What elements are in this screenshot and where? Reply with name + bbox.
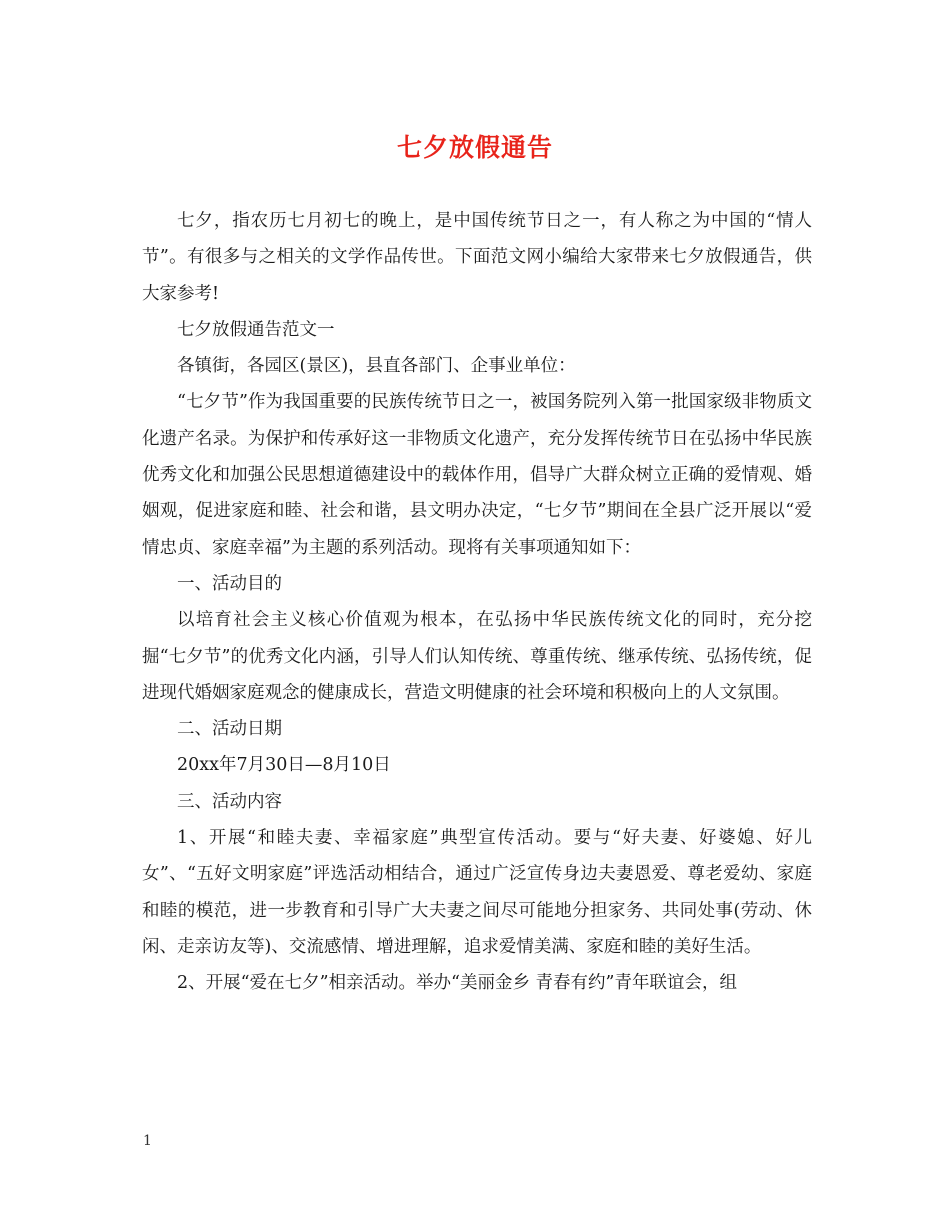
section-heading-date: 二、活动日期	[177, 719, 282, 740]
paragraph-addressee: 各镇街，各园区(景区)，县直各部门、企事业单位：	[177, 356, 576, 377]
section-heading-purpose: 一、活动目的	[177, 573, 282, 594]
section-heading-content: 三、活动内容	[177, 791, 282, 812]
paragraph-sample-heading: 七夕放假通告范文一	[177, 319, 335, 340]
paragraph-intro: 七夕，指农历七月初七的晚上，是中国传统节日之一，有人称之为中国的“情人节”。有很多与之相关的文学作品传世。下面范文网小编给大家带来七夕放假通告，供大家参考!	[142, 211, 812, 304]
page-number: 1	[143, 1133, 152, 1149]
paragraph-content-item-2: 2、开展“爱在七夕”相亲活动。举办“美丽金乡 青春有约”青年联谊会，组	[177, 973, 737, 994]
paragraph-purpose: 以培育社会主义核心价值观为根本，在弘扬中华民族传统文化的同时，充分挖掘“七夕节”的优秀文化内涵，引导人们认知传统、尊重传统、继承传统、弘扬传统，促进现代婚姻家庭观念的健康成长，营造文明健康的社会环境和积极向上的人文氛围。	[142, 610, 812, 703]
paragraph-background: “七夕节”作为我国重要的民族传统节日之一，被国务院列入第一批国家级非物质文化遗产名录。为保护和传承好这一非物质文化遗产，充分发挥传统节日在弘扬中华民族优秀文化和加强公民思想道德建设中的载体作用，倡导广大群众树立正确的爱情观、婚姻观，促进家庭和睦、社会和谐，县文明办决定，“七夕节”期间在全县广泛开展以“爱情忠贞、家庭幸福”为主题的系列活动。现将有关事项通知如下：	[142, 392, 812, 558]
document-body	[142, 203, 812, 1002]
paragraph-date: 20xx年7月30日—8月10日	[177, 755, 391, 776]
document-title: 七夕放假通告	[396, 133, 553, 162]
paragraph-content-item-1: 1、开展“和睦夫妻、幸福家庭”典型宣传活动。要与“好夫妻、好婆媳、好儿女”、“五好文明家庭”评选活动相结合，通过广泛宣传身边夫妻恩爱、尊老爱幼、家庭和睦的模范，进一步教育和引导广大夫妻之间尽可能地分担家务、共同处事(劳动、休闲、走亲访友等)、交流感情、增进理解，追求爱情美满、家庭和睦的美好生活。	[142, 828, 812, 957]
